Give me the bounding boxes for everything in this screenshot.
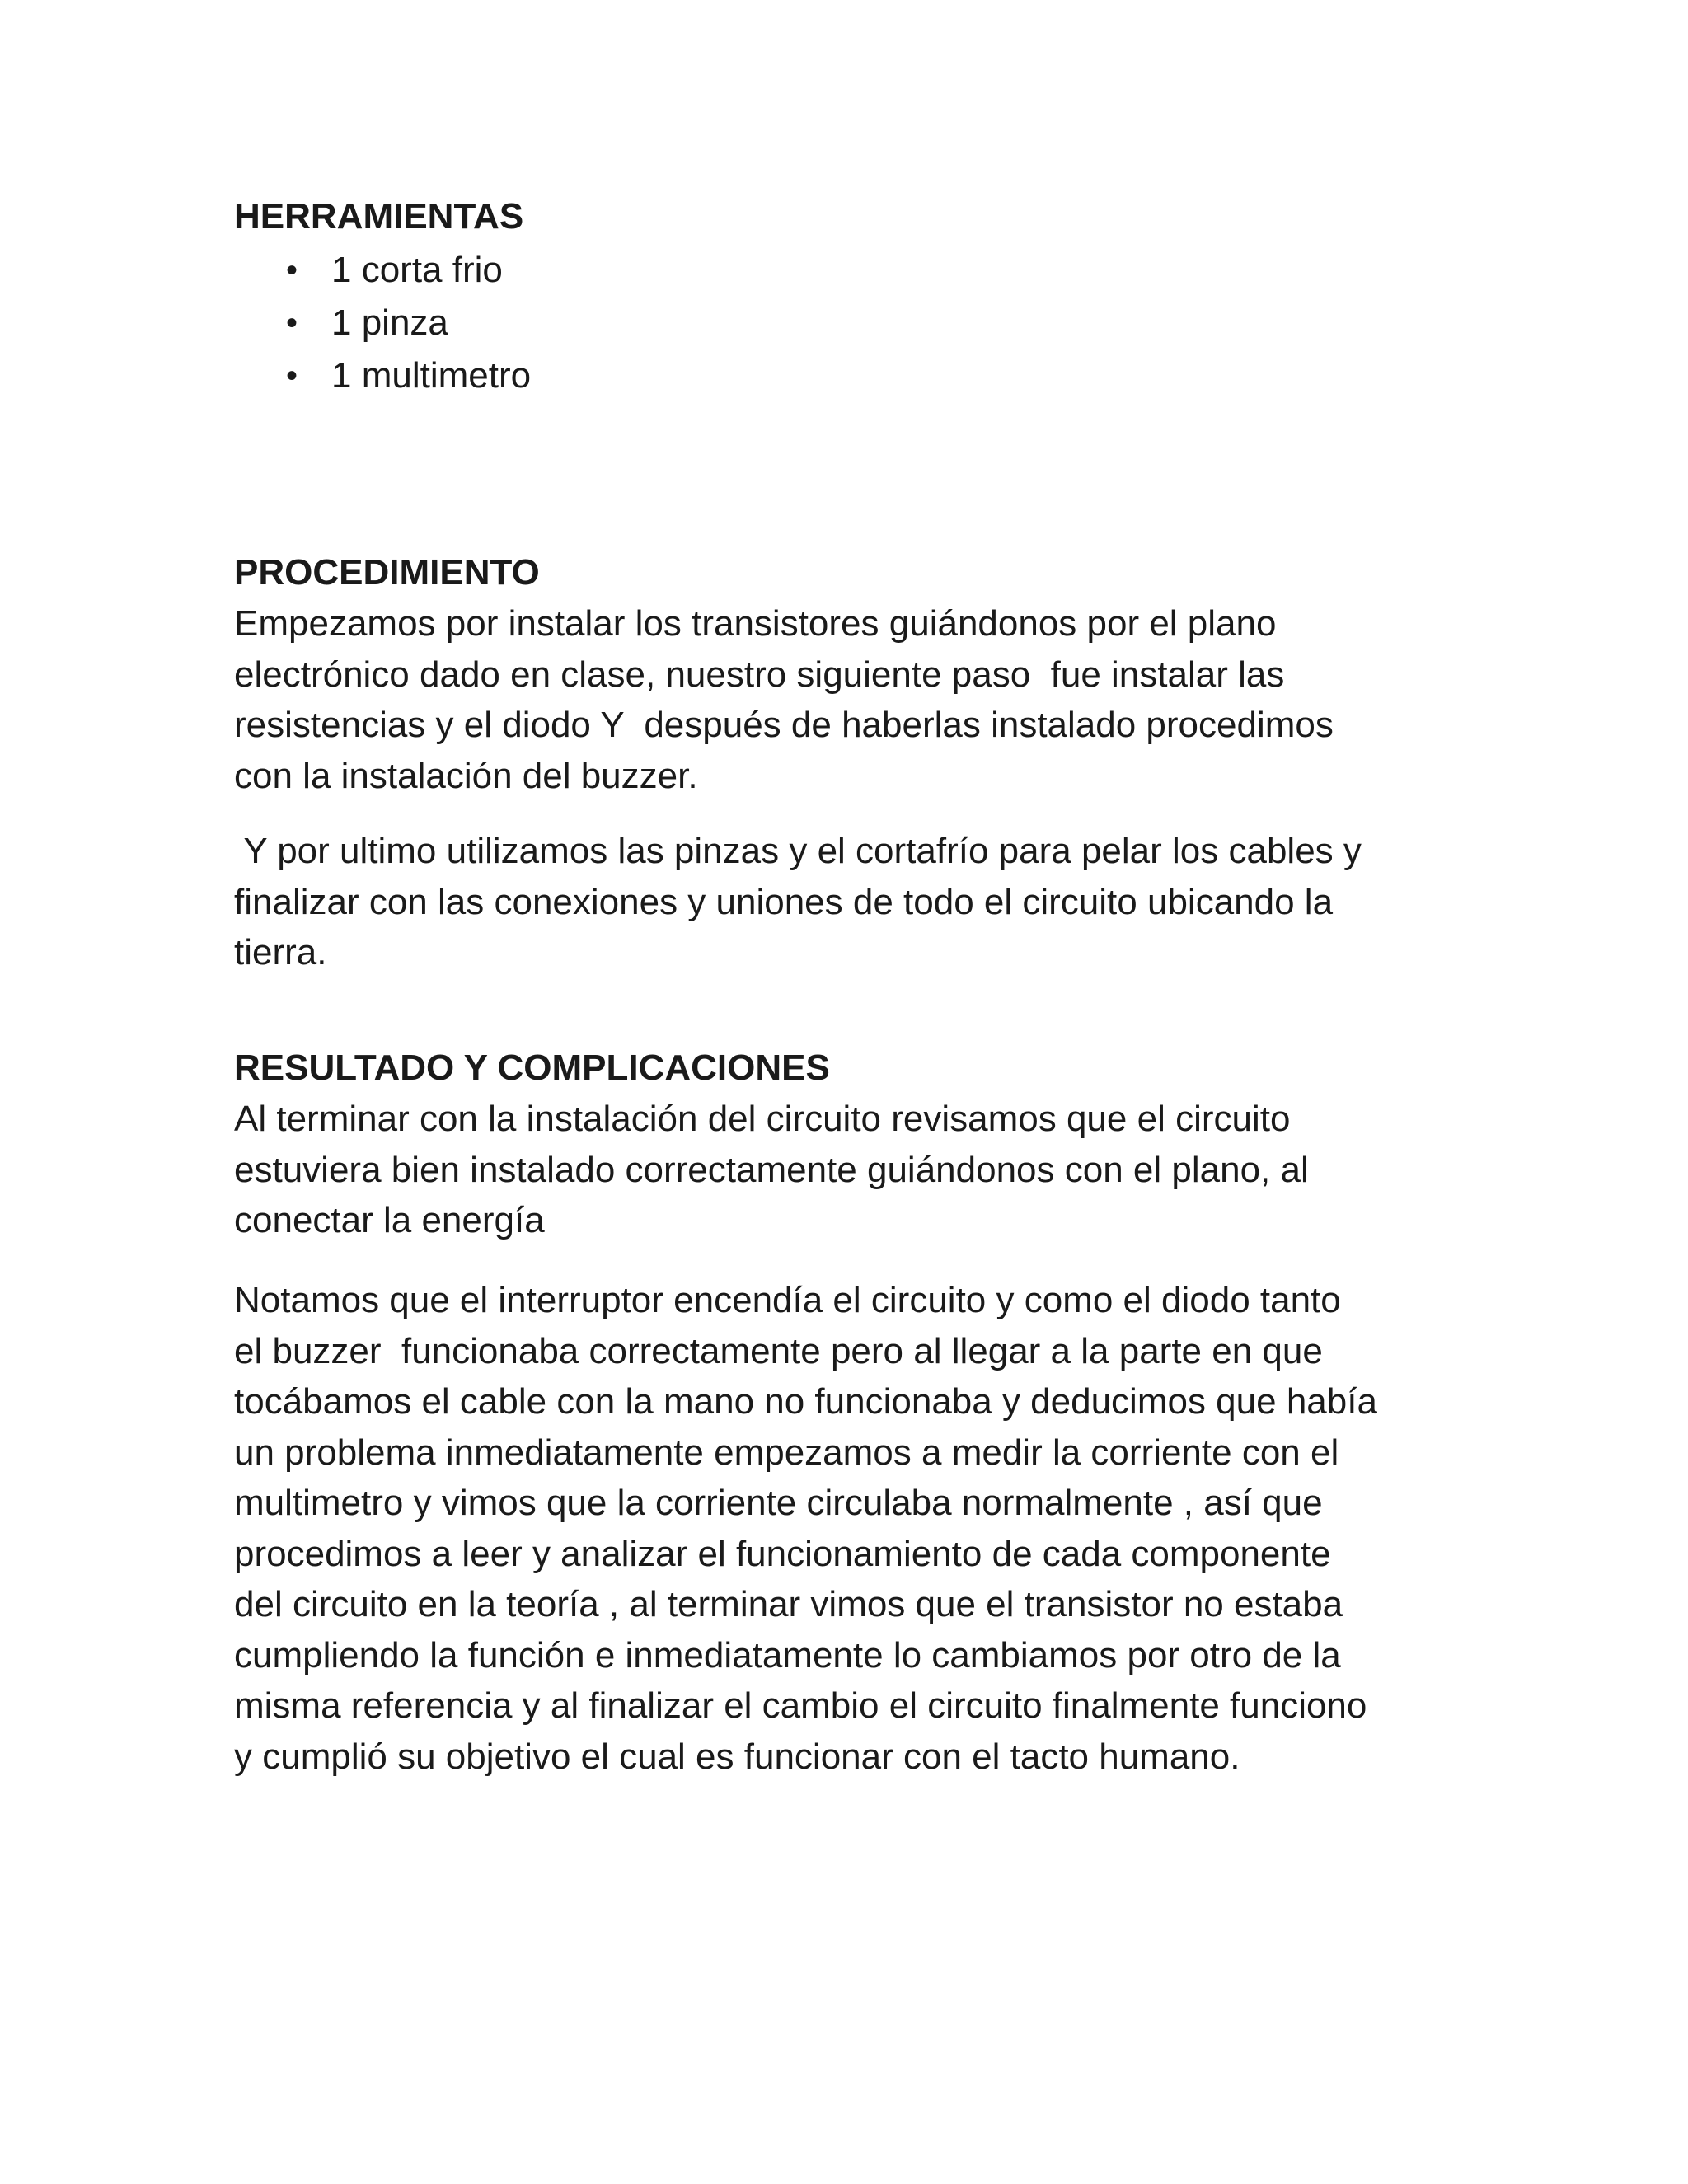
heading-procedimiento: PROCEDIMIENTO xyxy=(234,552,540,593)
text-line: Empezamos por instalar los transistores guiándonos por el plano xyxy=(234,603,1277,644)
text-line: finalizar con las conexiones y uniones de todo el circuito ubicando la xyxy=(234,881,1334,922)
tools-list xyxy=(234,244,531,402)
bullet-icon: • xyxy=(286,305,298,341)
text-line: estuviera bien instalado correctamente guiándonos con el plano, al xyxy=(234,1149,1309,1190)
text-line: tierra. xyxy=(234,932,327,972)
text-line: del circuito en la teoría , al terminar vimos que el transistor no estaba xyxy=(234,1584,1343,1624)
list-item-text: 1 pinza xyxy=(331,302,448,343)
text-line: resistencias y el diodo Y después de haberlas instalado procedimos xyxy=(234,705,1334,745)
procedimiento-paragraph-2 xyxy=(234,826,1470,978)
bullet-icon: • xyxy=(286,358,298,394)
resultado-paragraph-2 xyxy=(234,1275,1470,1782)
list-item-text: 1 corta frio xyxy=(331,250,503,290)
text-line: Y por ultimo utilizamos las pinzas y el cortafrío para pelar los cables y xyxy=(234,831,1362,871)
text-line: el buzzer funcionaba correctamente pero al llegar a la parte en que xyxy=(234,1330,1323,1371)
list-item-text: 1 multimetro xyxy=(331,355,532,396)
resultado-paragraph-1 xyxy=(234,1094,1470,1246)
bullet-icon: • xyxy=(286,252,298,288)
list-item xyxy=(234,349,531,402)
text-line: Notamos que el interruptor encendía el circuito y como el diodo tanto xyxy=(234,1280,1341,1320)
procedimiento-paragraph-1 xyxy=(234,598,1470,801)
text-line: con la instalación del buzzer. xyxy=(234,755,698,796)
list-item xyxy=(234,244,531,297)
text-line: y cumplió su objetivo el cual es funcionar con el tacto humano. xyxy=(234,1736,1240,1777)
heading-resultado: RESULTADO Y COMPLICACIONES xyxy=(234,1047,830,1088)
text-line: tocábamos el cable con la mano no funcionaba y deducimos que había xyxy=(234,1381,1377,1422)
text-line: conectar la energía xyxy=(234,1200,545,1240)
text-line: electrónico dado en clase, nuestro siguiente paso fue instalar las xyxy=(234,654,1285,695)
text-line: un problema inmediatamente empezamos a medir la corriente con el xyxy=(234,1432,1339,1473)
list-item xyxy=(234,297,531,349)
text-line: Al terminar con la instalación del circuito revisamos que el circuito xyxy=(234,1099,1291,1139)
heading-herramientas: HERRAMIENTAS xyxy=(234,196,524,237)
text-line: multimetro y vimos que la corriente circulaba normalmente , así que xyxy=(234,1483,1323,1523)
text-line: misma referencia y al finalizar el cambio el circuito finalmente funciono xyxy=(234,1685,1367,1726)
text-line: procedimos a leer y analizar el funcionamiento de cada componente xyxy=(234,1533,1331,1574)
text-line: cumpliendo la función e inmediatamente lo cambiamos por otro de la xyxy=(234,1634,1341,1675)
